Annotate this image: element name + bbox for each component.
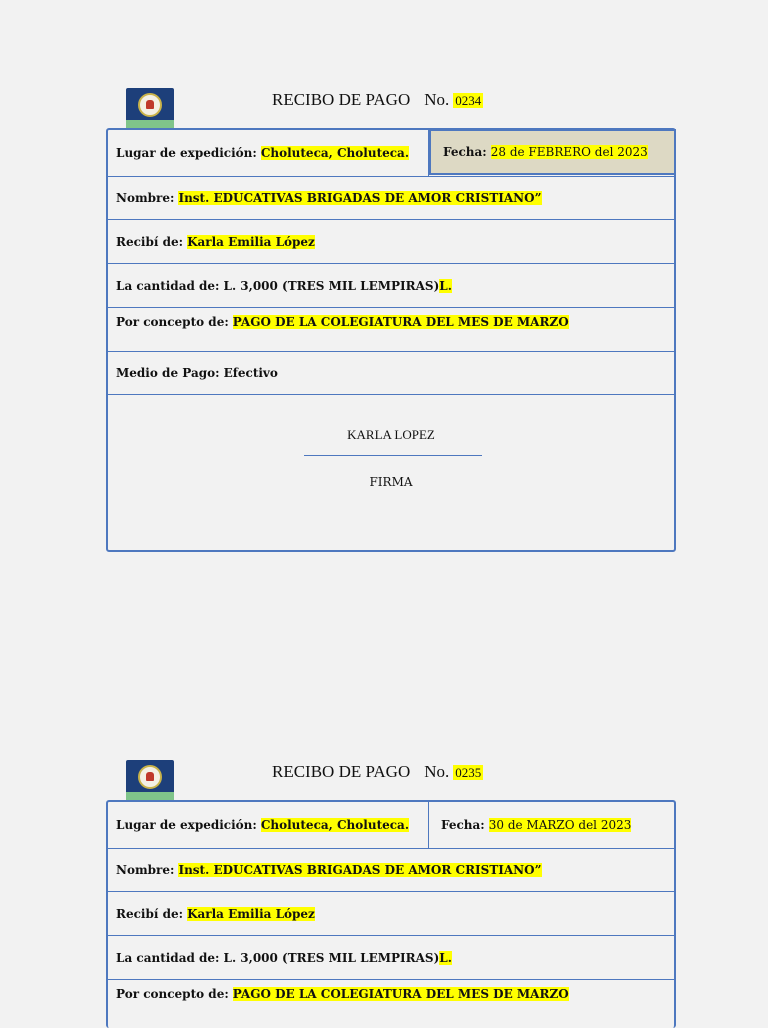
signature-line xyxy=(304,455,482,456)
row-nombre: Nombre: Inst. EDUCATIVAS BRIGADAS DE AMOR CRISTIANO” xyxy=(108,849,674,892)
date-cell: Fecha: 28 de FEBRERO del 2023 xyxy=(429,129,676,175)
row-cantidad: La cantidad de: L. 3,000 (TRES MIL LEMPIRAS) L. xyxy=(108,264,674,308)
signature-name: KARLA LOPEZ xyxy=(347,427,435,442)
date-cell: Fecha: 30 de MARZO del 2023 xyxy=(441,818,632,832)
row-recibi: Recibí de: Karla Emilia López xyxy=(108,220,674,264)
row-recibi: Recibí de: Karla Emilia López xyxy=(108,892,674,936)
receipt-number: 0234 xyxy=(455,93,482,108)
row-nombre: Nombre: Inst. EDUCATIVAS BRIGADAS DE AMOR CRISTIANO” xyxy=(108,177,674,220)
row-lugar-fecha: Lugar de expedición: Choluteca, Choluteca. Fecha: 28 de FEBRERO del 2023 xyxy=(108,130,674,177)
row-medio: Medio de Pago: Efectivo xyxy=(108,352,674,395)
school-logo-icon xyxy=(126,88,174,130)
row-concepto: Por concepto de: PAGO DE LA COLEGIATURA DEL MES DE MARZO xyxy=(116,987,569,1001)
row-lugar-fecha: Lugar de expedición: Choluteca, Choluteca. Fecha: 30 de MARZO del 2023 xyxy=(108,802,674,849)
row-cantidad: La cantidad de: L. 3,000 (TRES MIL LEMPIRAS) L. xyxy=(108,936,674,980)
receipt-number: 0235 xyxy=(455,765,482,780)
school-logo-icon xyxy=(126,760,174,802)
signature-area xyxy=(108,395,674,550)
receipt-table xyxy=(106,128,676,552)
signature-label: FIRMA xyxy=(369,475,413,489)
receipt-table xyxy=(106,800,676,1028)
row-concepto: Por concepto de: PAGO DE LA COLEGIATURA DEL MES DE MARZO xyxy=(108,308,674,352)
receipt-title: RECIBO DE PAGO No. 0234 xyxy=(272,90,482,109)
receipt-title: RECIBO DE PAGO No. 0235 xyxy=(272,762,482,781)
